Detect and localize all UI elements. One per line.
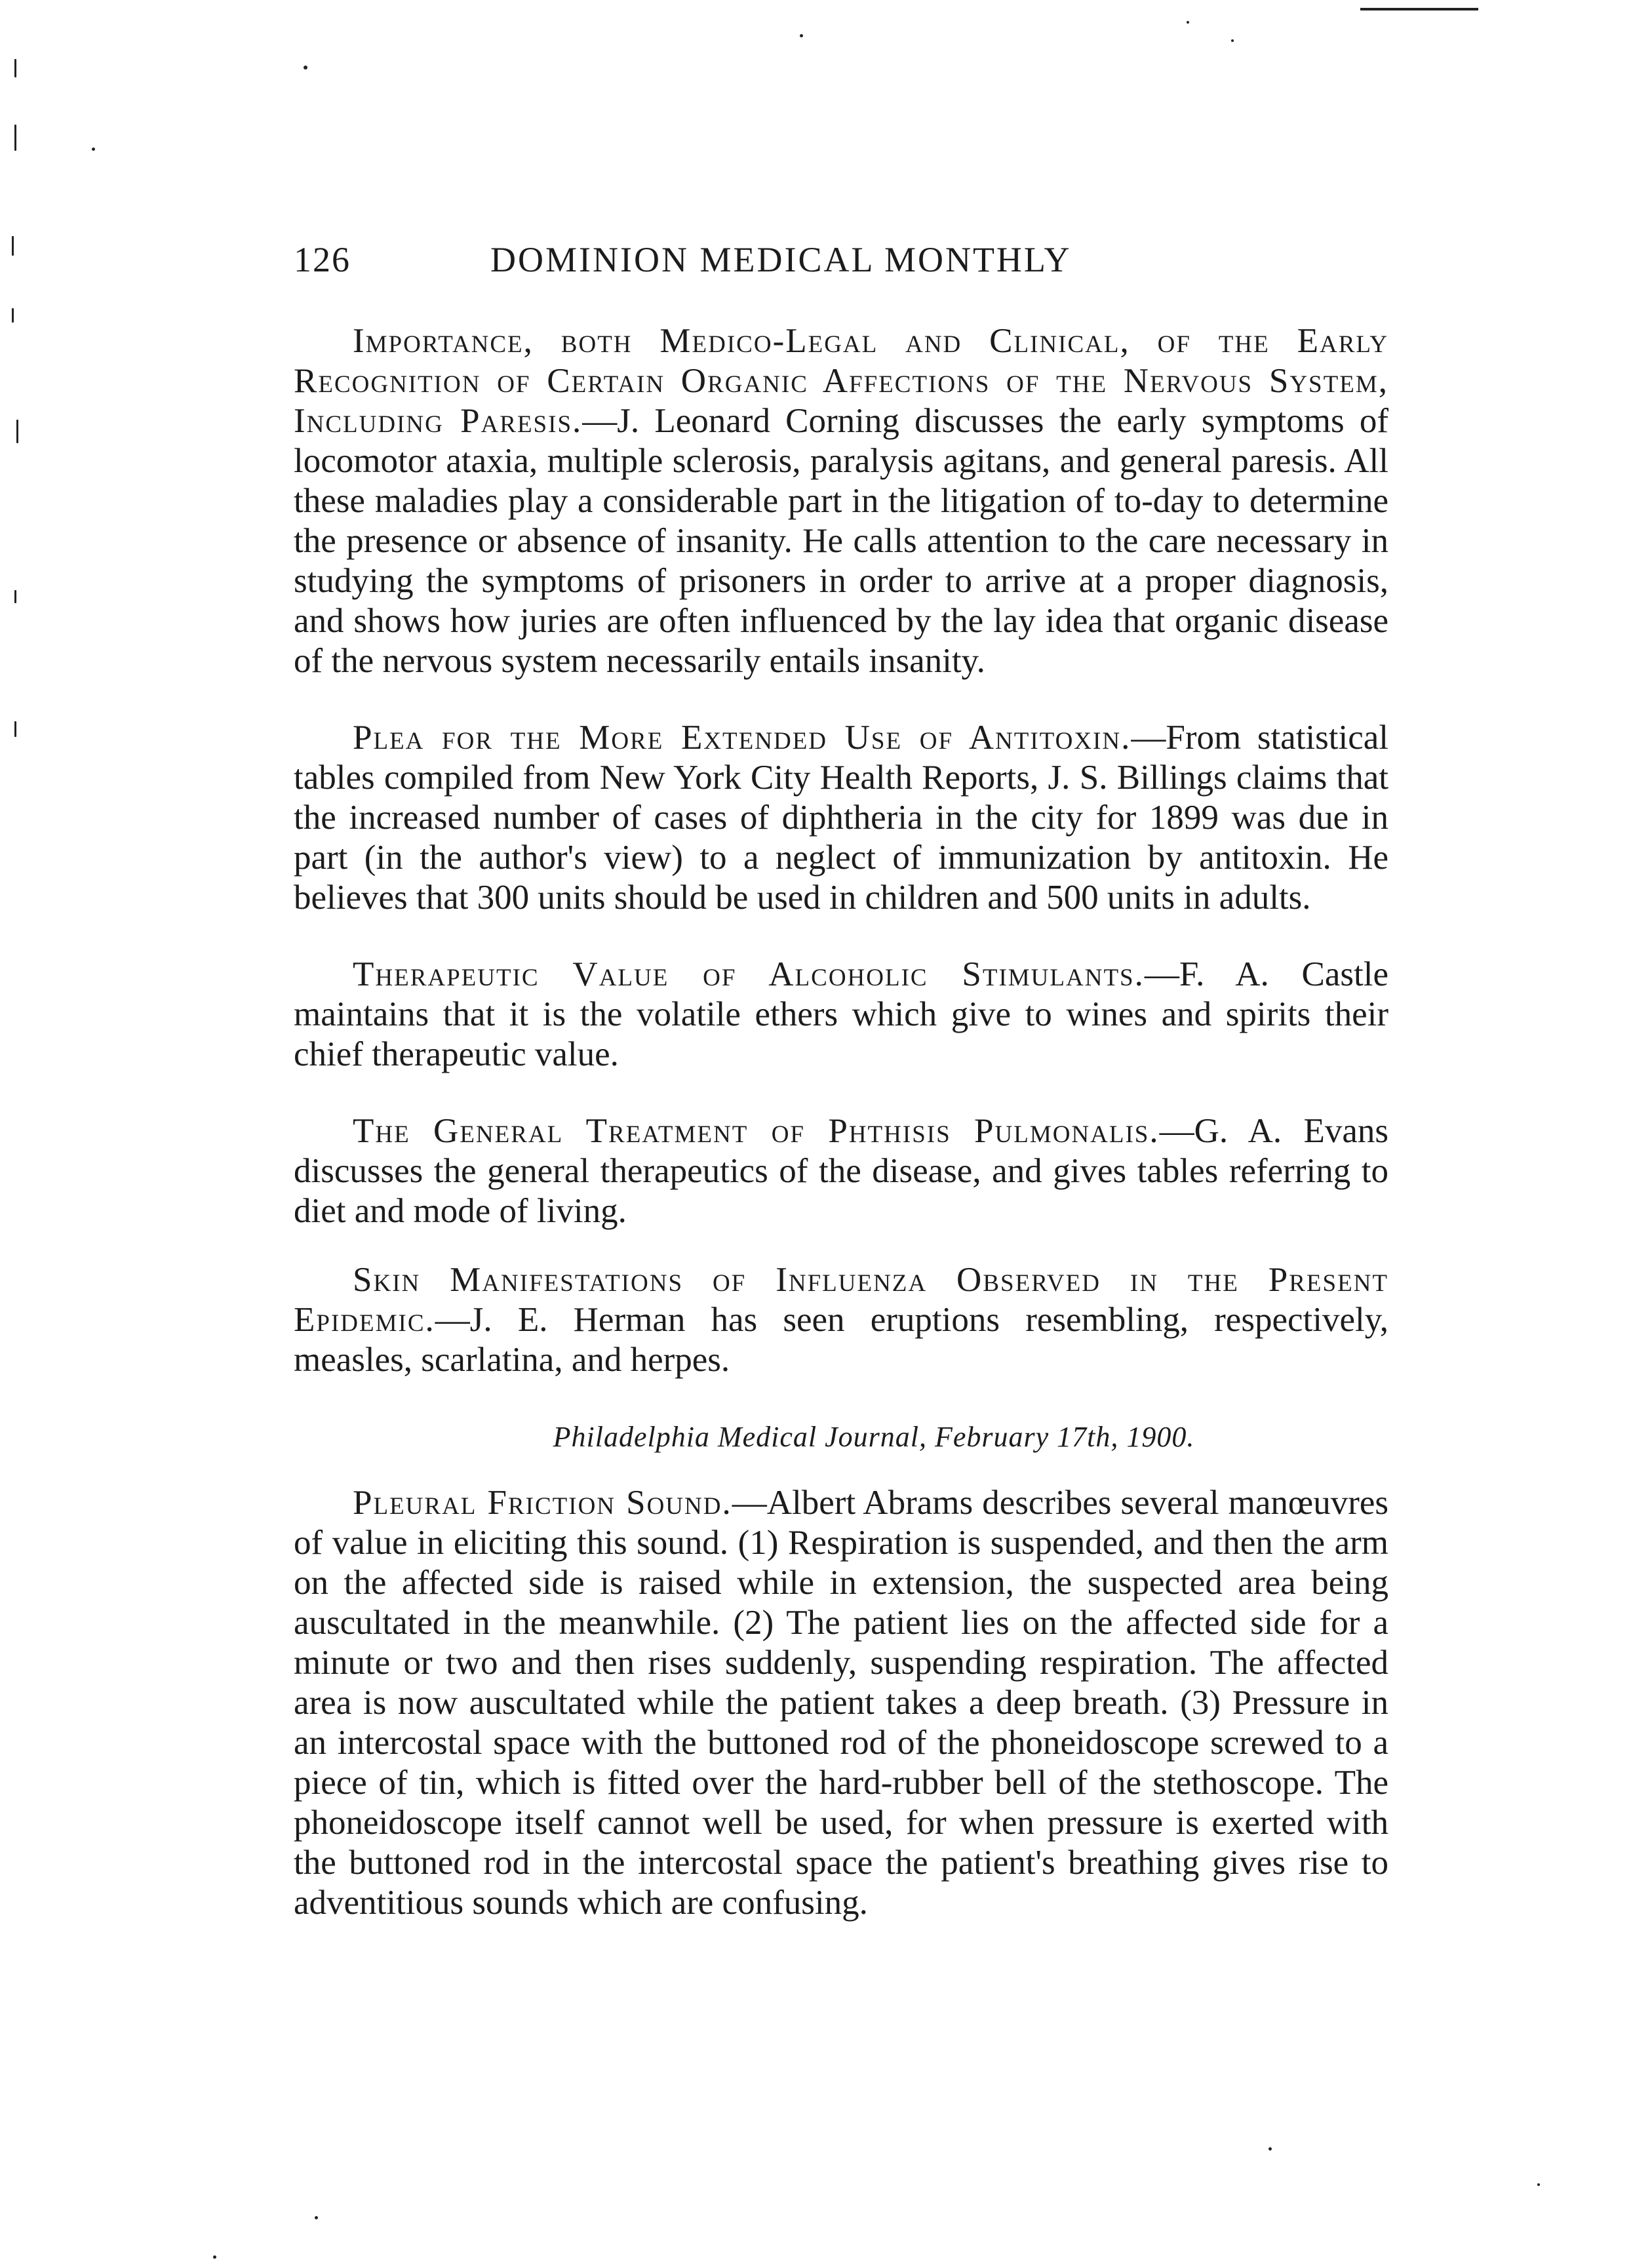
article-title: Therapeutic Value of Alcoholic Stimulants. <box>353 955 1145 993</box>
article-title: The General Treatment of Phthisis Pulmonalis. <box>353 1112 1160 1150</box>
scan-speck <box>315 2216 318 2219</box>
article-paragraph <box>294 718 1388 918</box>
scan-speck <box>14 125 16 151</box>
scan-speck <box>1187 21 1189 24</box>
running-head <box>294 239 1408 285</box>
page-number: 126 <box>294 240 351 279</box>
article-paragraph <box>294 1111 1388 1231</box>
article-paragraph <box>294 1260 1388 1380</box>
scan-speck <box>16 420 18 443</box>
scan-speck <box>800 34 803 37</box>
article-paragraph <box>294 955 1388 1075</box>
scan-speck <box>14 59 16 77</box>
scan-speck <box>12 236 14 256</box>
source-citation: Philadelphia Medical Journal, February 17th, 1900. <box>553 1421 1195 1453</box>
journal-title: DOMINION MEDICAL MONTHLY <box>490 240 1072 279</box>
scan-speck <box>1231 39 1234 42</box>
article-body: —J. Leonard Corning discusses the early symptoms of locomotor ataxia, multiple sclerosis, paralysis agitans, and general paresis. All these maladies play a considerable part in the litigation of to-day to determine the presence or absence of insanity. He calls attention to the care necessary in studying the symptoms of prisoners in order to arrive at a proper diagnosis, and shows how juries are often influenced by the lay idea that organic disease of the nervous system necessarily entails insanity. <box>294 402 1388 680</box>
scan-speck <box>14 590 16 603</box>
body-text <box>294 321 1388 1960</box>
scan-edge-rule <box>1360 8 1478 10</box>
article-title: Skin Manifestations of Influenza Observed in the Present Epidemic. <box>294 1261 1388 1339</box>
scan-speck <box>1268 2147 1272 2151</box>
article-paragraph <box>294 1483 1388 1923</box>
scan-speck <box>1537 2183 1540 2186</box>
article-body: —J. E. Herman has seen eruptions resembling, respectively, measles, scarlatina, and herpes. <box>294 1301 1388 1379</box>
article-body: —From statistical tables compiled from New York City Health Reports, J. S. Billings claims that the increased number of cases of diphtheria in the city for 1899 was due in part (in the author's view) to a neglect of immunization by antitoxin. He believes that 300 units should be used in children and 500 units in adults. <box>294 719 1389 917</box>
article-body: —Albert Abrams describes several manœuvres of value in eliciting this sound. (1) Respiration is suspended, and then the arm on the affected side is raised while in extension, the suspected area being auscultated in the meanwhile. (2) The patient lies on the affected side for a minute or two and then rises suddenly, suspending respiration. The affected area is now auscultated while the patient takes a deep breath. (3) Pressure in an intercostal space with the buttoned rod of the phoneidoscope screwed to a piece of tin, which is fitted over the hard-rubber bell of the stethoscope. The phoneidoscope itself cannot well be used, for when pressure is exerted with the buttoned rod in the intercostal space the patient's breathing gives rise to adventitious sounds which are confusing. <box>294 1484 1388 1922</box>
article-title: Importance, both Medico-Legal and Clinical, of the Early Recognition of Certain Organic Affections of the Nervous System, Including Paresis. <box>294 322 1388 440</box>
scan-speck <box>304 66 307 69</box>
article-title: Plea for the More Extended Use of Antitoxin. <box>353 719 1131 757</box>
article-body: —G. A. Evans discusses the general therapeutics of the disease, and gives tables referring to diet and mode of living. <box>294 1112 1388 1230</box>
article-title: Pleural Friction Sound. <box>353 1484 732 1522</box>
scan-speck <box>92 148 95 151</box>
scan-speck <box>14 721 16 737</box>
article-paragraph <box>294 321 1388 681</box>
scan-speck <box>12 308 14 323</box>
article-body: —F. A. Castle maintains that it is the volatile ethers which give to wines and spirits their chief therapeutic value. <box>294 955 1388 1073</box>
scan-speck <box>213 2255 216 2259</box>
